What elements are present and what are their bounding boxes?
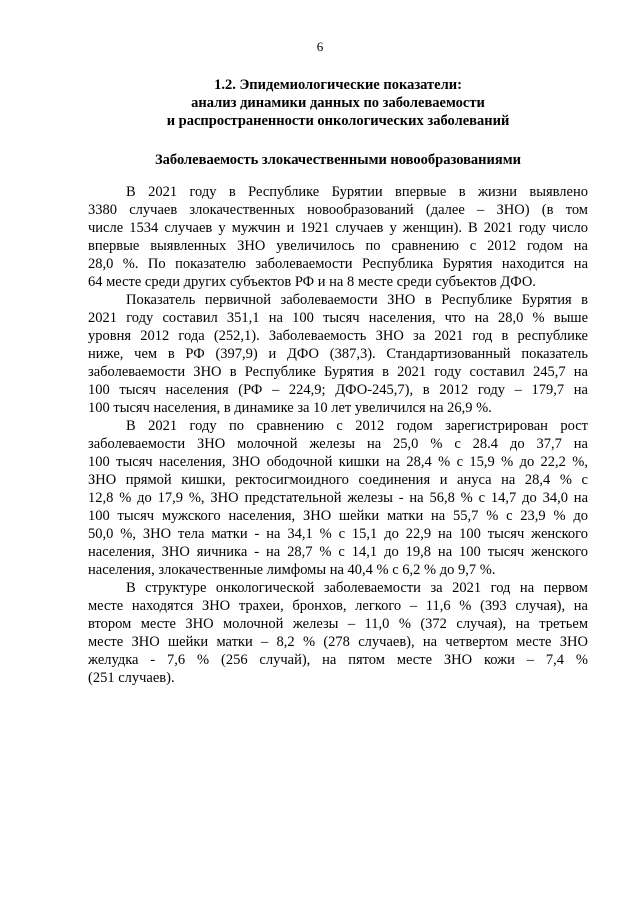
text-line: 2021 году составил 351,1 на 100 тысяч населения, что на 28,0 % выше: [88, 310, 588, 326]
text-line: (251 случаев).: [88, 670, 175, 686]
section-heading: [88, 76, 588, 130]
text-line: 28,0 %. По показателю заболеваемости Республика Бурятия находится на: [88, 256, 588, 272]
text-line: В структуре онкологической заболеваемости за 2021 год на первом: [126, 580, 588, 596]
paragraph-incidence-structure: [88, 579, 588, 687]
text-line: ниже, чем в РФ (397,9) и ДФО (387,3). Стандартизованный показатель: [88, 346, 588, 362]
section-heading-line: и распространенности онкологических заболеваний: [166, 113, 510, 129]
text-line: впервые выявленных ЗНО увеличилось по сравнению с 2012 годом на: [88, 238, 588, 254]
text-line: 12,8 % до 17,9 %, ЗНО предстательной железы - на 56,8 % с 14,7 до 34,0 на: [88, 490, 588, 506]
section-heading-line: 1.2. Эпидемиологические показатели:: [214, 77, 462, 93]
text-line: втором месте ЗНО молочной железы – 11,0 % (372 случая), на третьем: [88, 616, 588, 632]
text-line: населения, злокачественные лимфомы на 40,4 % с 6,2 % до 9,7 %.: [88, 562, 496, 578]
paragraph-incidence-growth: [88, 417, 588, 579]
text-line: месте ЗНО шейки матки – 8,2 % (278 случаев), на четвертом месте ЗНО: [88, 634, 588, 650]
text-line: 100 тысяч населения (РФ – 224,9; ДФО-245,7), в 2012 году – 179,7 на: [88, 382, 588, 398]
text-line: В 2021 году по сравнению с 2012 годом зарегистрирован рост: [126, 418, 588, 434]
text-line: 100 тысяч населения, в динамике за 10 лет увеличился на 26,9 %.: [88, 400, 492, 416]
text-line: населения, ЗНО яичника - на 28,7 % с 14,1 до 19,8 на 100 тысяч женского: [88, 544, 588, 560]
text-line: месте находятся ЗНО трахеи, бронхов, легкого – 11,6 % (393 случая), на: [88, 598, 588, 614]
text-line: 100 тысяч населения, ЗНО ободочной кишки на 28,4 % с 15,9 % до 22,2 %,: [88, 454, 588, 470]
text-line: В 2021 году в Республике Бурятии впервые в жизни выявлено: [126, 184, 588, 200]
body-text: [88, 183, 588, 687]
text-line: ЗНО прямой кишки, ректосигмоидного соединения и ануса на 28,4 % с: [88, 472, 588, 488]
paragraph-primary-incidence: [88, 291, 588, 417]
text-line: Показатель первичной заболеваемости ЗНО в Республике Бурятия в: [126, 292, 588, 308]
section-heading-line: анализ динамики данных по заболеваемости: [191, 95, 485, 111]
text-line: желудка - 7,6 % (256 случай), на пятом месте ЗНО кожи – 7,4 %: [88, 652, 588, 668]
subsection-heading: Заболеваемость злокачественными новообразованиями: [155, 152, 521, 168]
text-line: уровня 2012 года (252,1). Заболеваемость ЗНО за 2021 год в республике: [88, 328, 588, 344]
text-line: 3380 случаев злокачественных новообразований (далее – ЗНО) (в том: [88, 202, 588, 218]
text-line: 50,0 %, ЗНО тела матки - на 34,1 % с 15,1 до 22,9 на 100 тысяч женского: [88, 526, 588, 542]
text-line: заболеваемости ЗНО в Республике Бурятия в 2021 году составил 245,7 на: [88, 364, 588, 380]
text-line: 100 тысяч мужского населения, ЗНО шейки матки на 55,7 % с 23,9 % до: [88, 508, 588, 524]
text-line: 64 месте среди других субъектов РФ и на 8 месте среди субъектов ДФО.: [88, 274, 536, 290]
paragraph-incidence-overview: [88, 183, 588, 291]
text-line: числе 1534 случаев у мужчин и 1921 случаев у женщин). В 2021 году число: [88, 220, 588, 236]
page-number: 6: [316, 39, 324, 54]
text-line: заболеваемости ЗНО молочной железы на 25,0 % с 28.4 до 37,7 на: [88, 436, 588, 452]
